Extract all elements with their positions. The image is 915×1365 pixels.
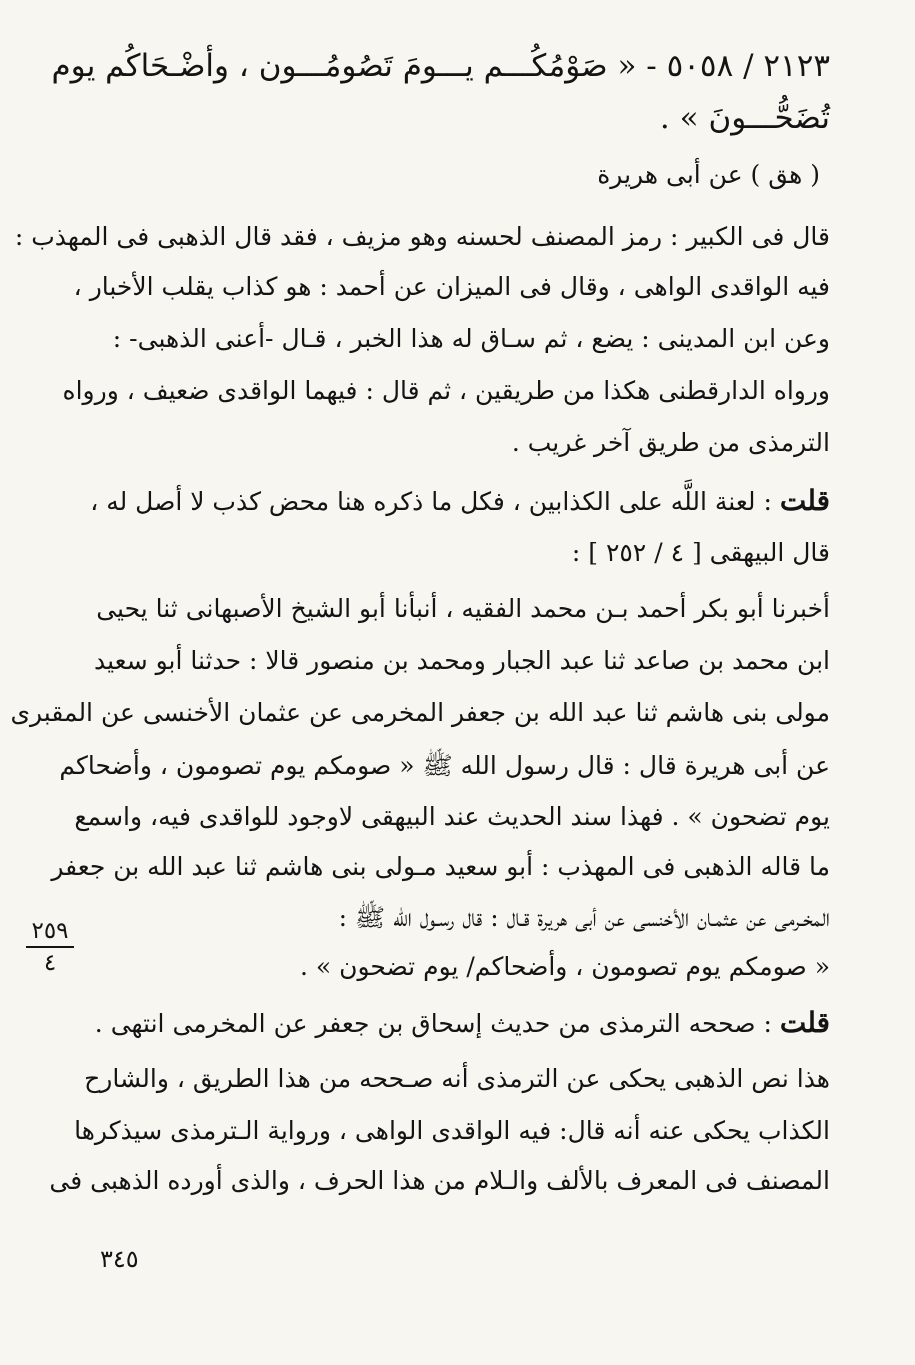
page-number: ٣٤٥ [100,1245,139,1273]
paragraph4-text: : صححه الترمذى من حديث إسحاق بن جعفر عن المخرمى انتهى . [94,1009,780,1038]
paragraph1-line: فيه الواقدى الواهى ، وقال فى الميزان عن أحمد : هو كذاب يقلب الأخبار ، [73,272,830,301]
paragraph5-line: الكذاب يحكى عنه أنه قال: فيه الواقدى الواهى ، ورواية الـترمذى سيذكرها [74,1116,830,1145]
paragraph3-line: مولى بنى هاشم ثنا عبد الله بن جعفر المخرمى عن عثمان الأخنسى عن المقبرى [10,698,830,727]
hadith-heading-line-2: تُضَحُّـــونَ » . [659,100,830,136]
paragraph5-line: المصنف فى المعرف بالألف والـلام من هذا الحرف ، والذى أورده الذهبى فى [49,1166,830,1195]
paragraph5-line: هذا نص الذهبى يحكى عن الترمذى أنه صـححه من هذا الطريق ، والشارح [84,1064,830,1093]
paragraph3-line: ما قاله الذهبى فى المهذب : أبو سعيد مـولى بنى هاشم ثنا عبد الله بن جعفر [51,852,830,881]
paragraph4-line [94,1006,830,1039]
hadith-heading-line-1: ٢١٢٣ / ٥٠٥٨ - « صَوْمُكُـــم يـــومَ تَصُومُـــون ، وأضْـحَاكُم يوم [51,48,830,84]
margin-reference-rule [26,946,74,948]
paragraph1-line: وعن ابن المدينى : يضع ، ثم سـاق له هذا الخبر ، قـال -أعنى الذهبى- : [112,324,830,353]
margin-reference-top: ٢٥٩ [31,918,69,944]
source-note: ( هق ) عن أبى هريرة [597,160,820,189]
paragraph1-line: قال فى الكبير : رمز المصنف لحسنه وهو مزيف ، فقد قال الذهبى فى المهذب : [14,222,830,251]
qultu-lead: قلت [779,484,830,517]
paragraph3-line: أخبرنا أبو بكر أحمد بـن محمد الفقيه ، أنبأنا أبو الشيخ الأصبهانى ثنا يحيى [96,594,830,623]
paragraph2-text: : لعنة اللَّه على الكذابين ، فكل ما ذكره هنا محض كذب لا أصل له ، [90,487,780,516]
paragraph2-line: قال البيهقى [ ٤ / ٢٥٢ ] : [571,538,830,567]
paragraph1-line: ورواه الدارقطنى هكذا من طريقين ، ثم قال : فيهما الواقدى ضعيف ، ورواه [62,376,830,405]
margin-reference-bottom: ٤ [43,950,57,976]
paragraph3-line: عن أبى هريرة قال : قال رسول الله ﷺ « صومكم يوم تصومون ، وأضحاكم [59,751,830,780]
paragraph3-line: « صومكم يوم تصومون ، وأضحاكم/ يوم تضحون » . [299,952,830,981]
paragraph1-line: الترمذى من طريق آخر غريب . [511,428,830,457]
paragraph2-line-1 [90,484,830,517]
paragraph3-line: ابن محمد بن صاعد ثنا عبد الجبار ومحمد بن منصور قالا : حدثنا أبو سعيد [93,646,830,675]
qultu-lead: قلت [779,1006,830,1039]
margin-reference [22,918,78,976]
paragraph3-line: يوم تضحون » . فهذا سند الحديث عند البيهقى لاوجود للواقدى فيه، واسمع [74,802,830,831]
paragraph3-line: المخـرمى عن عثمـان الأخنسى عن أبى هريرة قـال : قال رسـول الله ﷺ : [338,903,830,932]
